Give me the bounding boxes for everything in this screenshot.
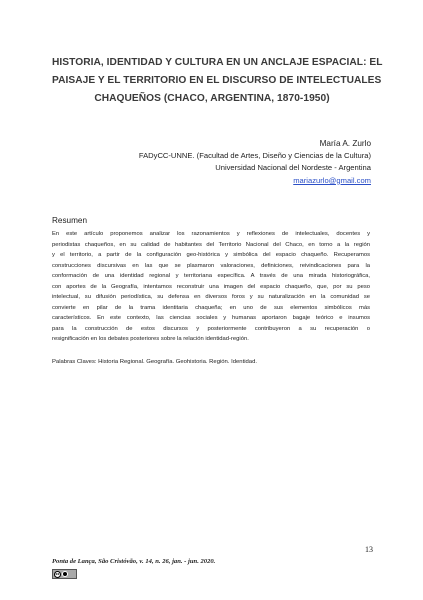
- abstract-line: periodistas chaqueños, en su calidad de habitantes del Territorio Nacional del Chaco, en torno a la región: [52, 241, 370, 248]
- article-title: [52, 54, 383, 108]
- journal-citation: Ponta de Lança, São Cristóvão, v. 14, n. 26, jan. - jun. 2020.: [52, 558, 216, 565]
- author-name: María A. Zurlo: [319, 139, 371, 148]
- author-block: [71, 138, 371, 187]
- abstract-line: En este artículo proponemos analizar los razonamientos y reflexiones de intelectuales, docentes y: [52, 231, 370, 237]
- title-line: HISTORIA, IDENTIDAD Y CULTURA EN UN ANCLAJE ESPACIAL: EL: [52, 57, 383, 68]
- author-email-link[interactable]: mariazurlo@gmail.com: [293, 175, 371, 185]
- abstract-line: y el territorio, a partir de la configuración geo-histórica y simbólica del espacio chaqueño. Recuperamos: [52, 252, 370, 259]
- abstract-line: intelectual, su difusión periodística, su defensa en diversos foros y su naturalización en la comunidad se: [52, 294, 370, 301]
- abstract-line: para la construcción de estos discursos y posteriormente contribuyeron a su recuperación o: [52, 325, 370, 332]
- page-number: 13: [365, 545, 373, 554]
- creative-commons-by-icon[interactable]: [52, 569, 77, 579]
- abstract-body: [52, 229, 370, 345]
- title-line: CHAQUEÑOS (CHACO, ARGENTINA, 1870-1950): [94, 93, 330, 104]
- author-affiliation-university: Universidad Nacional del Nordeste - Argentina: [215, 163, 371, 173]
- abstract-line: resignificación en los debates posteriores sobre la relación identidad-región.: [52, 336, 249, 343]
- abstract-line: con aportes de la Geografía, intentamos reconstruir una imagen del espacio chaqueño, que, por su peso: [52, 283, 370, 290]
- by-attribution-icon: [62, 571, 68, 577]
- keywords: Palabras Claves: Historia Regional. Geografía. Geohistoria. Región. Identidad.: [52, 359, 257, 365]
- cc-icon: cc: [55, 572, 60, 576]
- author-affiliation-faculty: FADyCC-UNNE. (Facultad de Artes, Diseño y Ciencias de la Cultura): [138, 151, 371, 161]
- abstract-line: característicos. En este contexto, las ciencias sociales y humanas aportaron bagaje teórico e insumos: [52, 315, 370, 322]
- abstract-line: conformación de una identidad regional y territoriana específica. A través de una mirada historiográfica,: [52, 273, 370, 280]
- abstract-heading: Resumen: [52, 216, 88, 225]
- title-line: PAISAJE Y EL TERRITORIO EN EL DISCURSO DE INTELECTUALES: [52, 75, 382, 86]
- abstract-line: construcciones discursivas en las que se plasmaron valoraciones, definiciones, reivindicaciones para la: [52, 262, 370, 269]
- abstract-line: convierte en pilar de la trama identitaria chaqueña; en uno de sus elementos simbólicos más: [52, 304, 370, 311]
